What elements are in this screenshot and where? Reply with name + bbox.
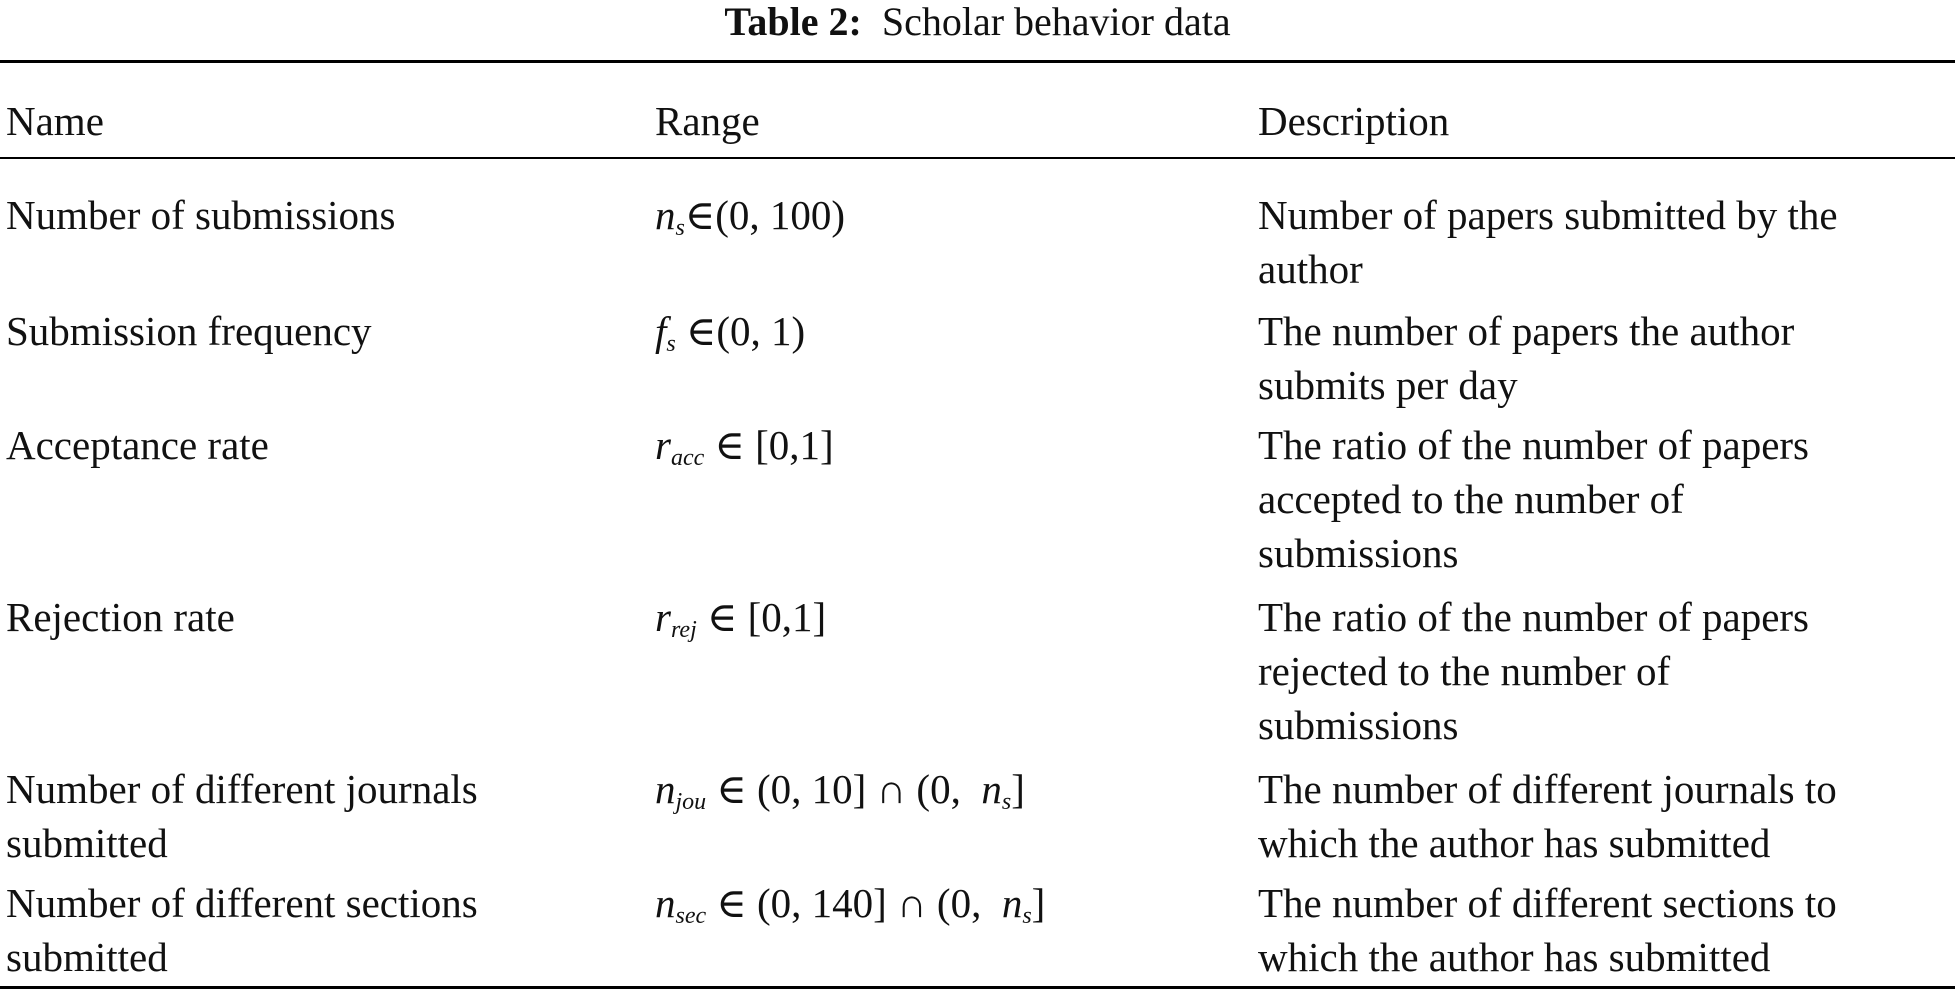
bottom-rule xyxy=(0,986,1955,989)
table-caption xyxy=(0,0,1955,44)
row-5-range: $n_{jou}$ ∈ (0, 10] ∩ (0, $n_s$] xyxy=(655,766,1025,815)
row-2-name: Submission frequency xyxy=(6,308,372,354)
row-2-range: $f_s$ ∈(0, 1) xyxy=(655,308,806,357)
row-5-description: The number of different journals to which the author has submitted xyxy=(1258,766,1837,866)
row-1-range: $n_s\in(0$, 100) xyxy=(655,192,845,241)
row-5-name: Number of different journals submitted xyxy=(6,766,478,866)
header-description: Description xyxy=(1258,98,1450,144)
row-4-name: Rejection rate xyxy=(6,594,235,640)
row-2-description: The number of papers the author submits per day xyxy=(1258,308,1795,408)
caption-label: Table 2: xyxy=(724,0,862,44)
row-6-description: The number of different sections to which the author has submitted xyxy=(1258,880,1837,980)
header-rule xyxy=(0,157,1955,159)
row-3-name: Acceptance rate xyxy=(6,422,269,468)
row-1-description: Number of papers submitted by the author xyxy=(1258,192,1838,292)
row-6-name: Number of different sections submitted xyxy=(6,880,478,980)
top-rule xyxy=(0,60,1955,63)
header-name: Name xyxy=(6,98,104,144)
row-3-description: The ratio of the number of papers accepted to the number of submissions xyxy=(1258,422,1810,576)
row-6-range: $n_{sec}$ ∈ (0, 140] ∩ (0, $n_s$] xyxy=(655,880,1046,929)
row-4-range: $r_{rej}$ ∈ [0,1] xyxy=(655,594,827,643)
row-3-range: $r_{acc}$ ∈ [0,1] xyxy=(655,422,834,471)
row-1-name: Number of submissions xyxy=(6,192,396,238)
caption-title: Scholar behavior data xyxy=(881,0,1231,44)
row-4-description: The ratio of the number of papers rejected to the number of submissions xyxy=(1258,594,1810,748)
header-range: Range xyxy=(655,98,760,144)
